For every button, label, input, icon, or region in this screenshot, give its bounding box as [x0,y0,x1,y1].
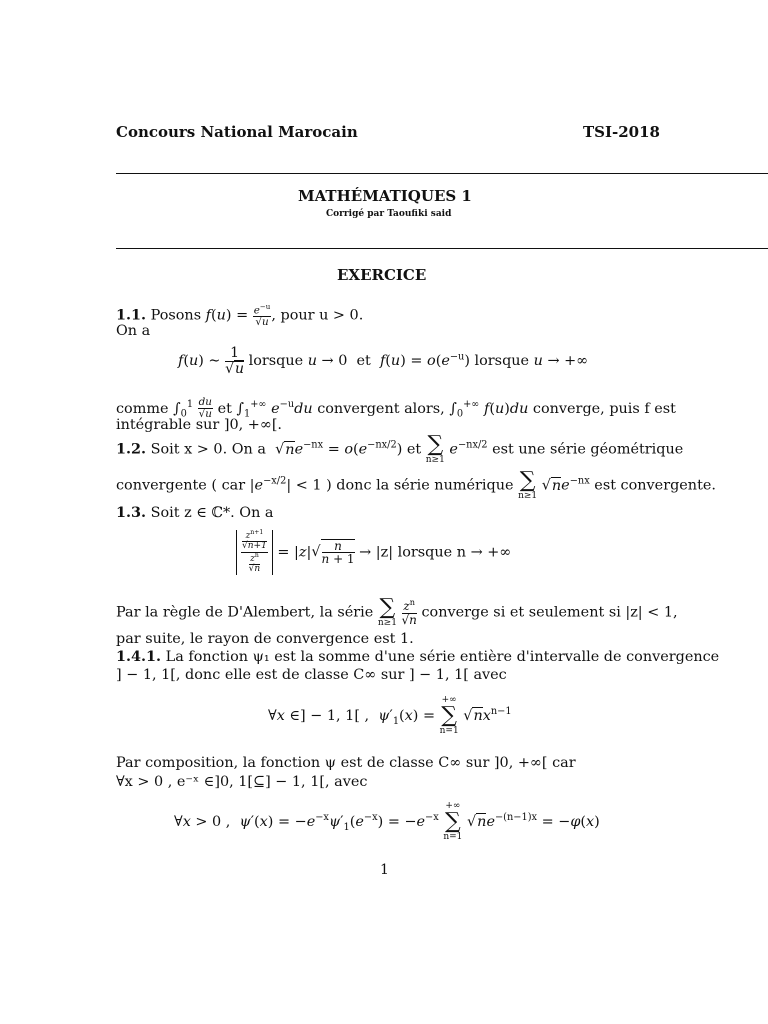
q1-1-cond: , pour u > 0. [271,307,364,324]
bottom-rule [116,248,768,249]
rayon-line: par suite, le rayon de convergence est 1. [116,631,414,647]
doc-title: MATHÉMATIQUES 1 [298,187,472,205]
q1-1-line: 1.1. Posons f(u) = $\frac{e^{-u}}{√u}$ , pour u > 0. [116,302,364,329]
q1-1-label: 1.1. [116,306,147,324]
ratio-formula: $\frac{\frac{z^{n+1}}{√n+1}}{\frac{z^n}{√n}}$ = |z|√ $\frac{n}{n + 1}$ → |z| lorsque n → +∞ [236,530,511,575]
psi1-derivative-formula: ∀x ∈] − 1, 1[ , $\psi'_1(x)$ = +∞ ∑ n=1 $√nx^{n-1}$ [268,695,512,736]
psi-derivative-formula: ∀x > 0 , $\psi'(x) = -e^{-x}\psi'_1(e^{-x}) = -e^{-x}$ +∞ ∑ n=1 $√ne^{-(n-1)x} = -\varphi(x)$ [174,801,600,842]
q1-4-1-line2: ] − 1, 1[, donc elle est de classe C∞ sur ] − 1, 1[ avec [116,667,507,683]
on-a-1: On a [116,323,151,339]
header-right: TSI-2018 [583,123,660,141]
top-rule [116,173,768,174]
composition-line: Par composition, la fonction ψ est de classe C∞ sur ]0, +∞[ car [116,755,576,771]
q1-4-1-line: 1.4.1. La fonction ψ₁ est la somme d'une série entière d'intervalle de convergence [116,648,720,665]
integrable-line: intégrable sur ]0, +∞[. [116,417,283,433]
comme-line: comme $\int_0^1$ $\frac{du}{√u}$ et $\int_1^{+\infty}$ $e^{-u}du$ convergent alors, $\int_0^{+\infty}$ f(u)du converge, puis f est [116,396,676,421]
doc-subtitle: Corrigé par Taoufiki said [326,209,452,219]
q1-2-line: 1.2. Soit x > 0. On a $√ne^{-nx} = o(e^{-nx/2})$ et ∑ n≥1 $e^{-nx/2}$ est une série géométrique [116,432,684,465]
header-left: Concours National Marocain [116,123,358,141]
forall-exp-line: ∀x > 0 , e⁻ˣ ∈]0, 1[⊆] − 1, 1[, avec [116,774,368,790]
page-number: 1 [380,862,389,878]
equiv-formula: f(u) ∼ $\frac{1}{√u}$ lorsque u → 0 et $f(u) = o(e^{-u})$ lorsque u → +∞ [178,345,589,377]
q1-3-line: 1.3. Soit z ∈ ℂ*. On a [116,504,274,521]
convergente-line: convergente ( car $|e^{-x/2}| < 1$ ) donc la série numérique ∑ n≥1 $√ne^{-nx}$ est convergente. [116,468,716,501]
section-heading: EXERCICE [337,266,427,284]
dalembert-line: Par la règle de D'Alembert, la série ∑ n≥1 $\frac{z^n}{√n}$ converge si et seulement si |z| < 1, [116,595,678,628]
q1-1-intro: Posons [150,307,202,324]
